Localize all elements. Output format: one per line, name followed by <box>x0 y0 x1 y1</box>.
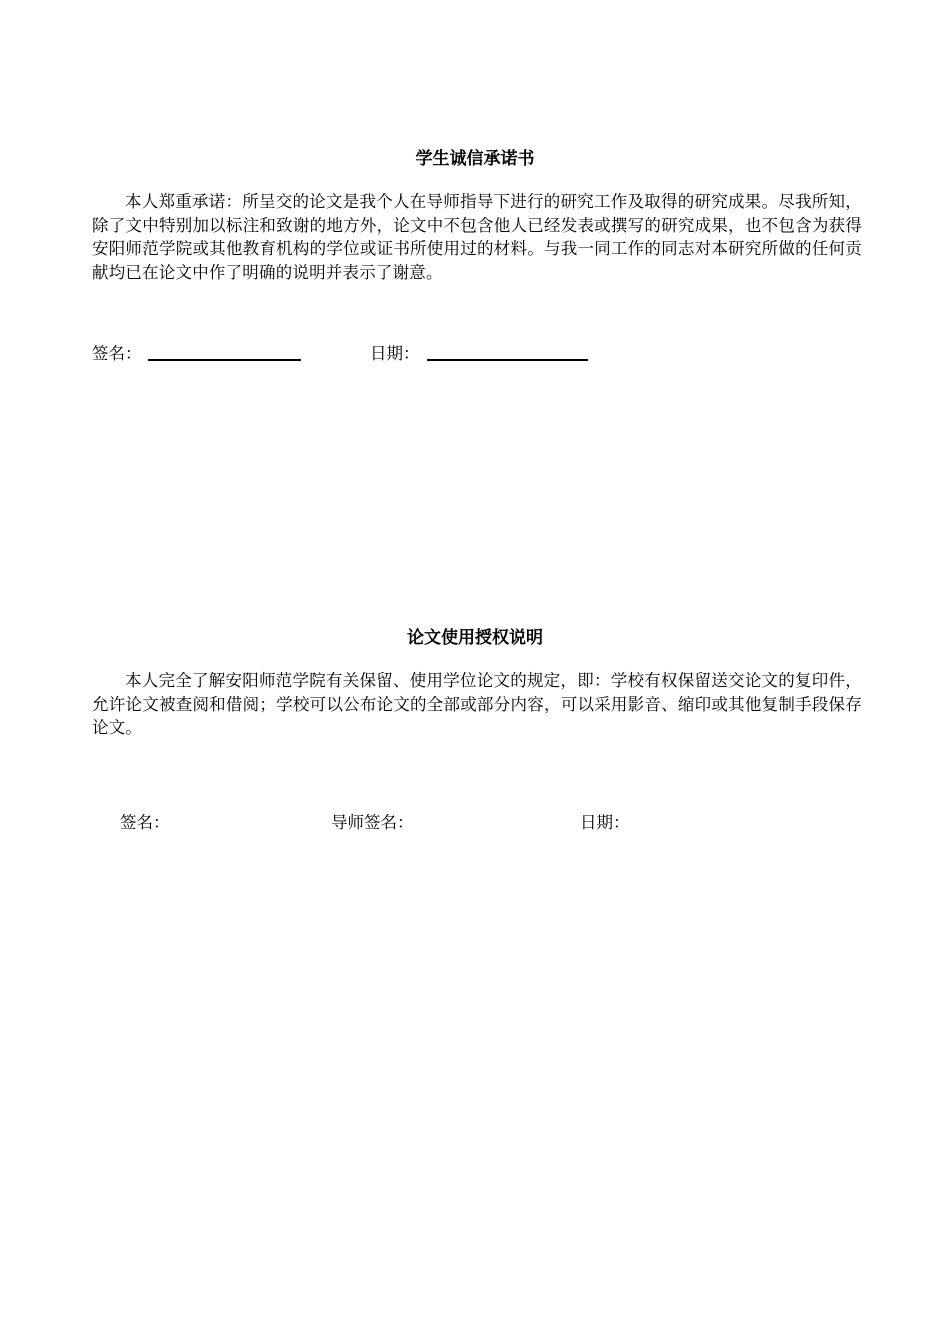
authorization-title: 论文使用授权说明 <box>407 628 543 648</box>
authorization-signature-label: 签名： <box>120 813 170 832</box>
authorization-date-label: 日期： <box>580 813 630 832</box>
integrity-signature-label: 签名： <box>92 344 142 363</box>
authorization-advisor-signature-label: 导师签名： <box>331 813 414 832</box>
integrity-title: 学生诚信承诺书 <box>415 149 535 169</box>
integrity-date-label: 日期： <box>370 344 420 363</box>
integrity-date-blank[interactable] <box>427 359 588 361</box>
integrity-body: 本人郑重承诺：所呈交的论文是我个人在导师指导下进行的研究工作及取得的研究成果。尽我所知，除了文中特别加以标注和致谢的地方外，论文中不包含他人已经发表或撰写的研究成果，也不包含为获得安阳师范学院或其他教育机构的学位或证书所使用过的材料。与我一同工作的同志对本研究所做的任何贡献均已在论文中作了明确的说明并表示了谢意。 <box>92 192 862 282</box>
authorization-body: 本人完全了解安阳师范学院有关保留、使用学位论文的规定，即：学校有权保留送交论文的复印件，允许论文被查阅和借阅；学校可以公布论文的全部或部分内容，可以采用影音、缩印或其他复制手段保存论文。 <box>92 671 862 737</box>
integrity-signature-blank[interactable] <box>148 359 301 361</box>
